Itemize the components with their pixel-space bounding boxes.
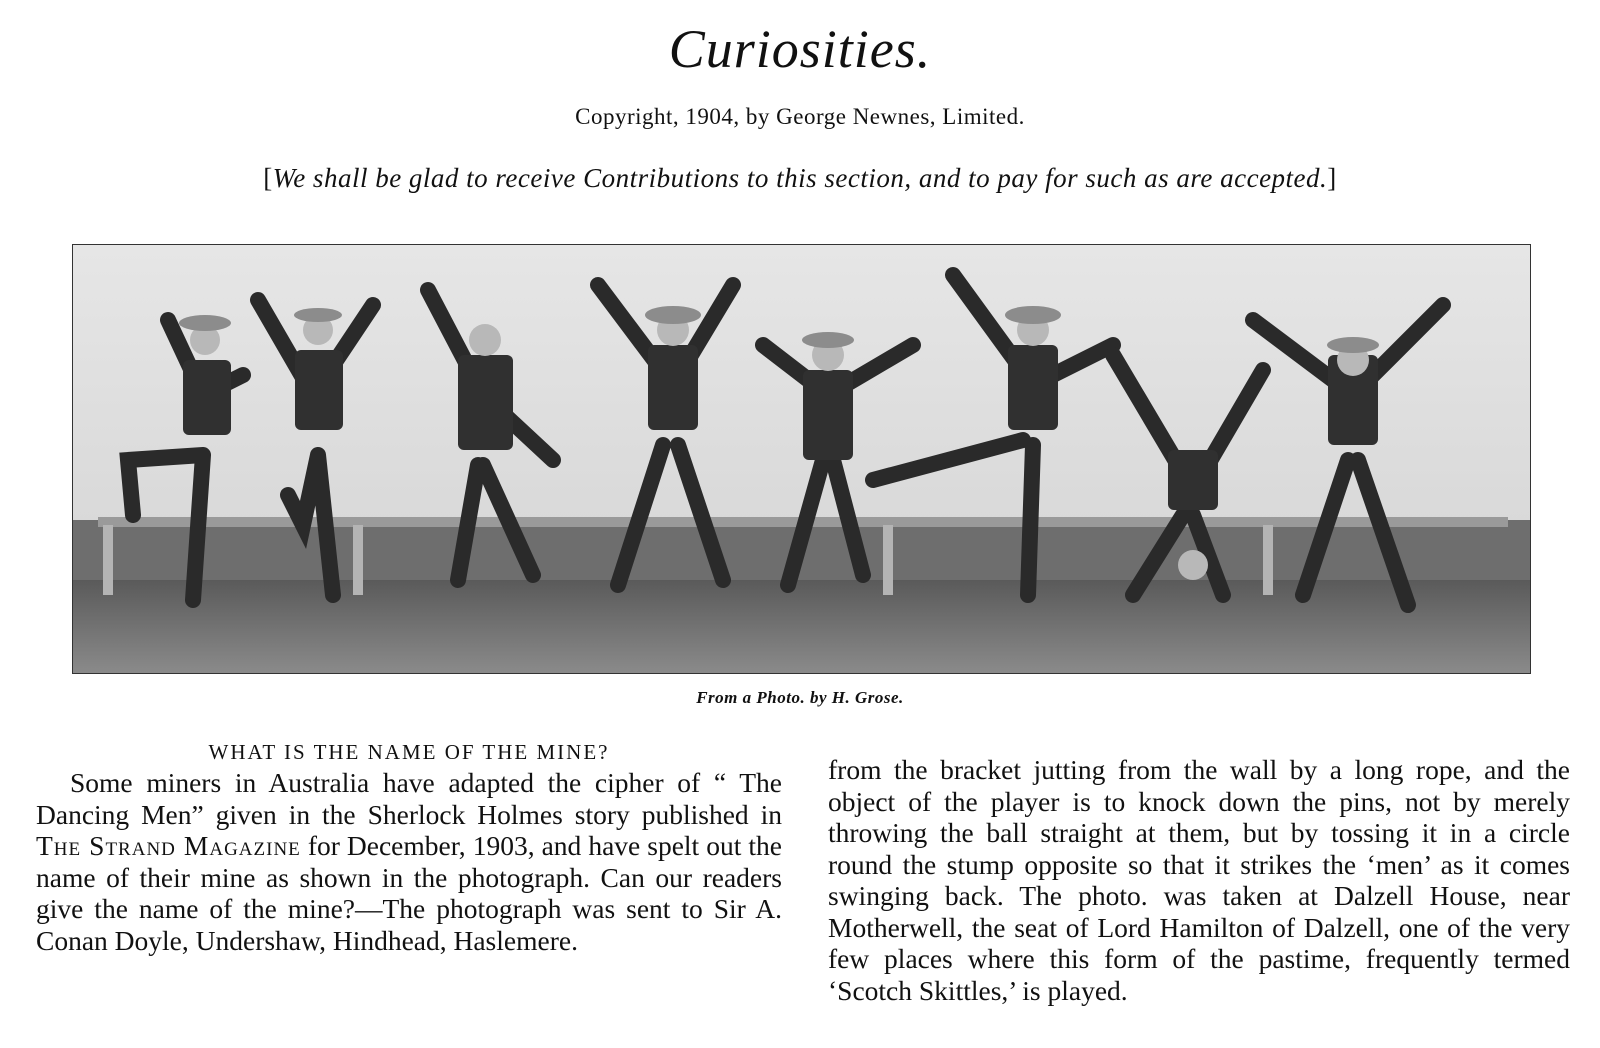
photo-credit: From a Photo. by H. Grose. bbox=[696, 688, 904, 707]
article-paragraph bbox=[36, 767, 782, 956]
article-heading: WHAT IS THE NAME OF THE MINE? bbox=[208, 740, 610, 764]
continued-paragraph: from the bracket jutting from the wall by a long rope, and the object of the player is to knock down the pins, not by merely throwing the ball straight at them, but by tossing it in a circle round the stump opposite so that it strikes the ‘men’ as it comes swinging back. The photo. was taken at Dalzell House, near Motherwell, the seat of Lord Hamilton of Dalzell, one of the very few places where this form of the pastime, frequently termed ‘Scotch Skittles,’ is played. bbox=[828, 754, 1570, 1006]
page-title: Curiosities. bbox=[668, 19, 932, 79]
notice-open-bracket: [ bbox=[263, 163, 273, 193]
contributions-notice bbox=[0, 163, 1600, 194]
article-text-part-2: for December, 1903, and have spelt out the name of their mine as shown in the photograph. Can our readers give the name of the mine?—The photograph was sent to Sir A. Conan Doyle, Undershaw, Hindhead, Haslemere. bbox=[36, 830, 782, 956]
article-right-column bbox=[828, 754, 1570, 1048]
notice-close-bracket: ] bbox=[1327, 163, 1337, 193]
article-left-column bbox=[36, 740, 782, 956]
copyright-line: Copyright, 1904, by George Newnes, Limited. bbox=[575, 104, 1025, 129]
notice-text: We shall be glad to receive Contributions to this section, and to pay for such as are accepted. bbox=[272, 163, 1328, 193]
magazine-name: The Strand Magazine bbox=[36, 830, 301, 861]
dancing-men-photo bbox=[72, 244, 1531, 674]
article-text-part-1: Some miners in Australia have adapted the cipher of “ The Dancing Men” given in the Sherlock Holmes story published in bbox=[36, 767, 782, 830]
